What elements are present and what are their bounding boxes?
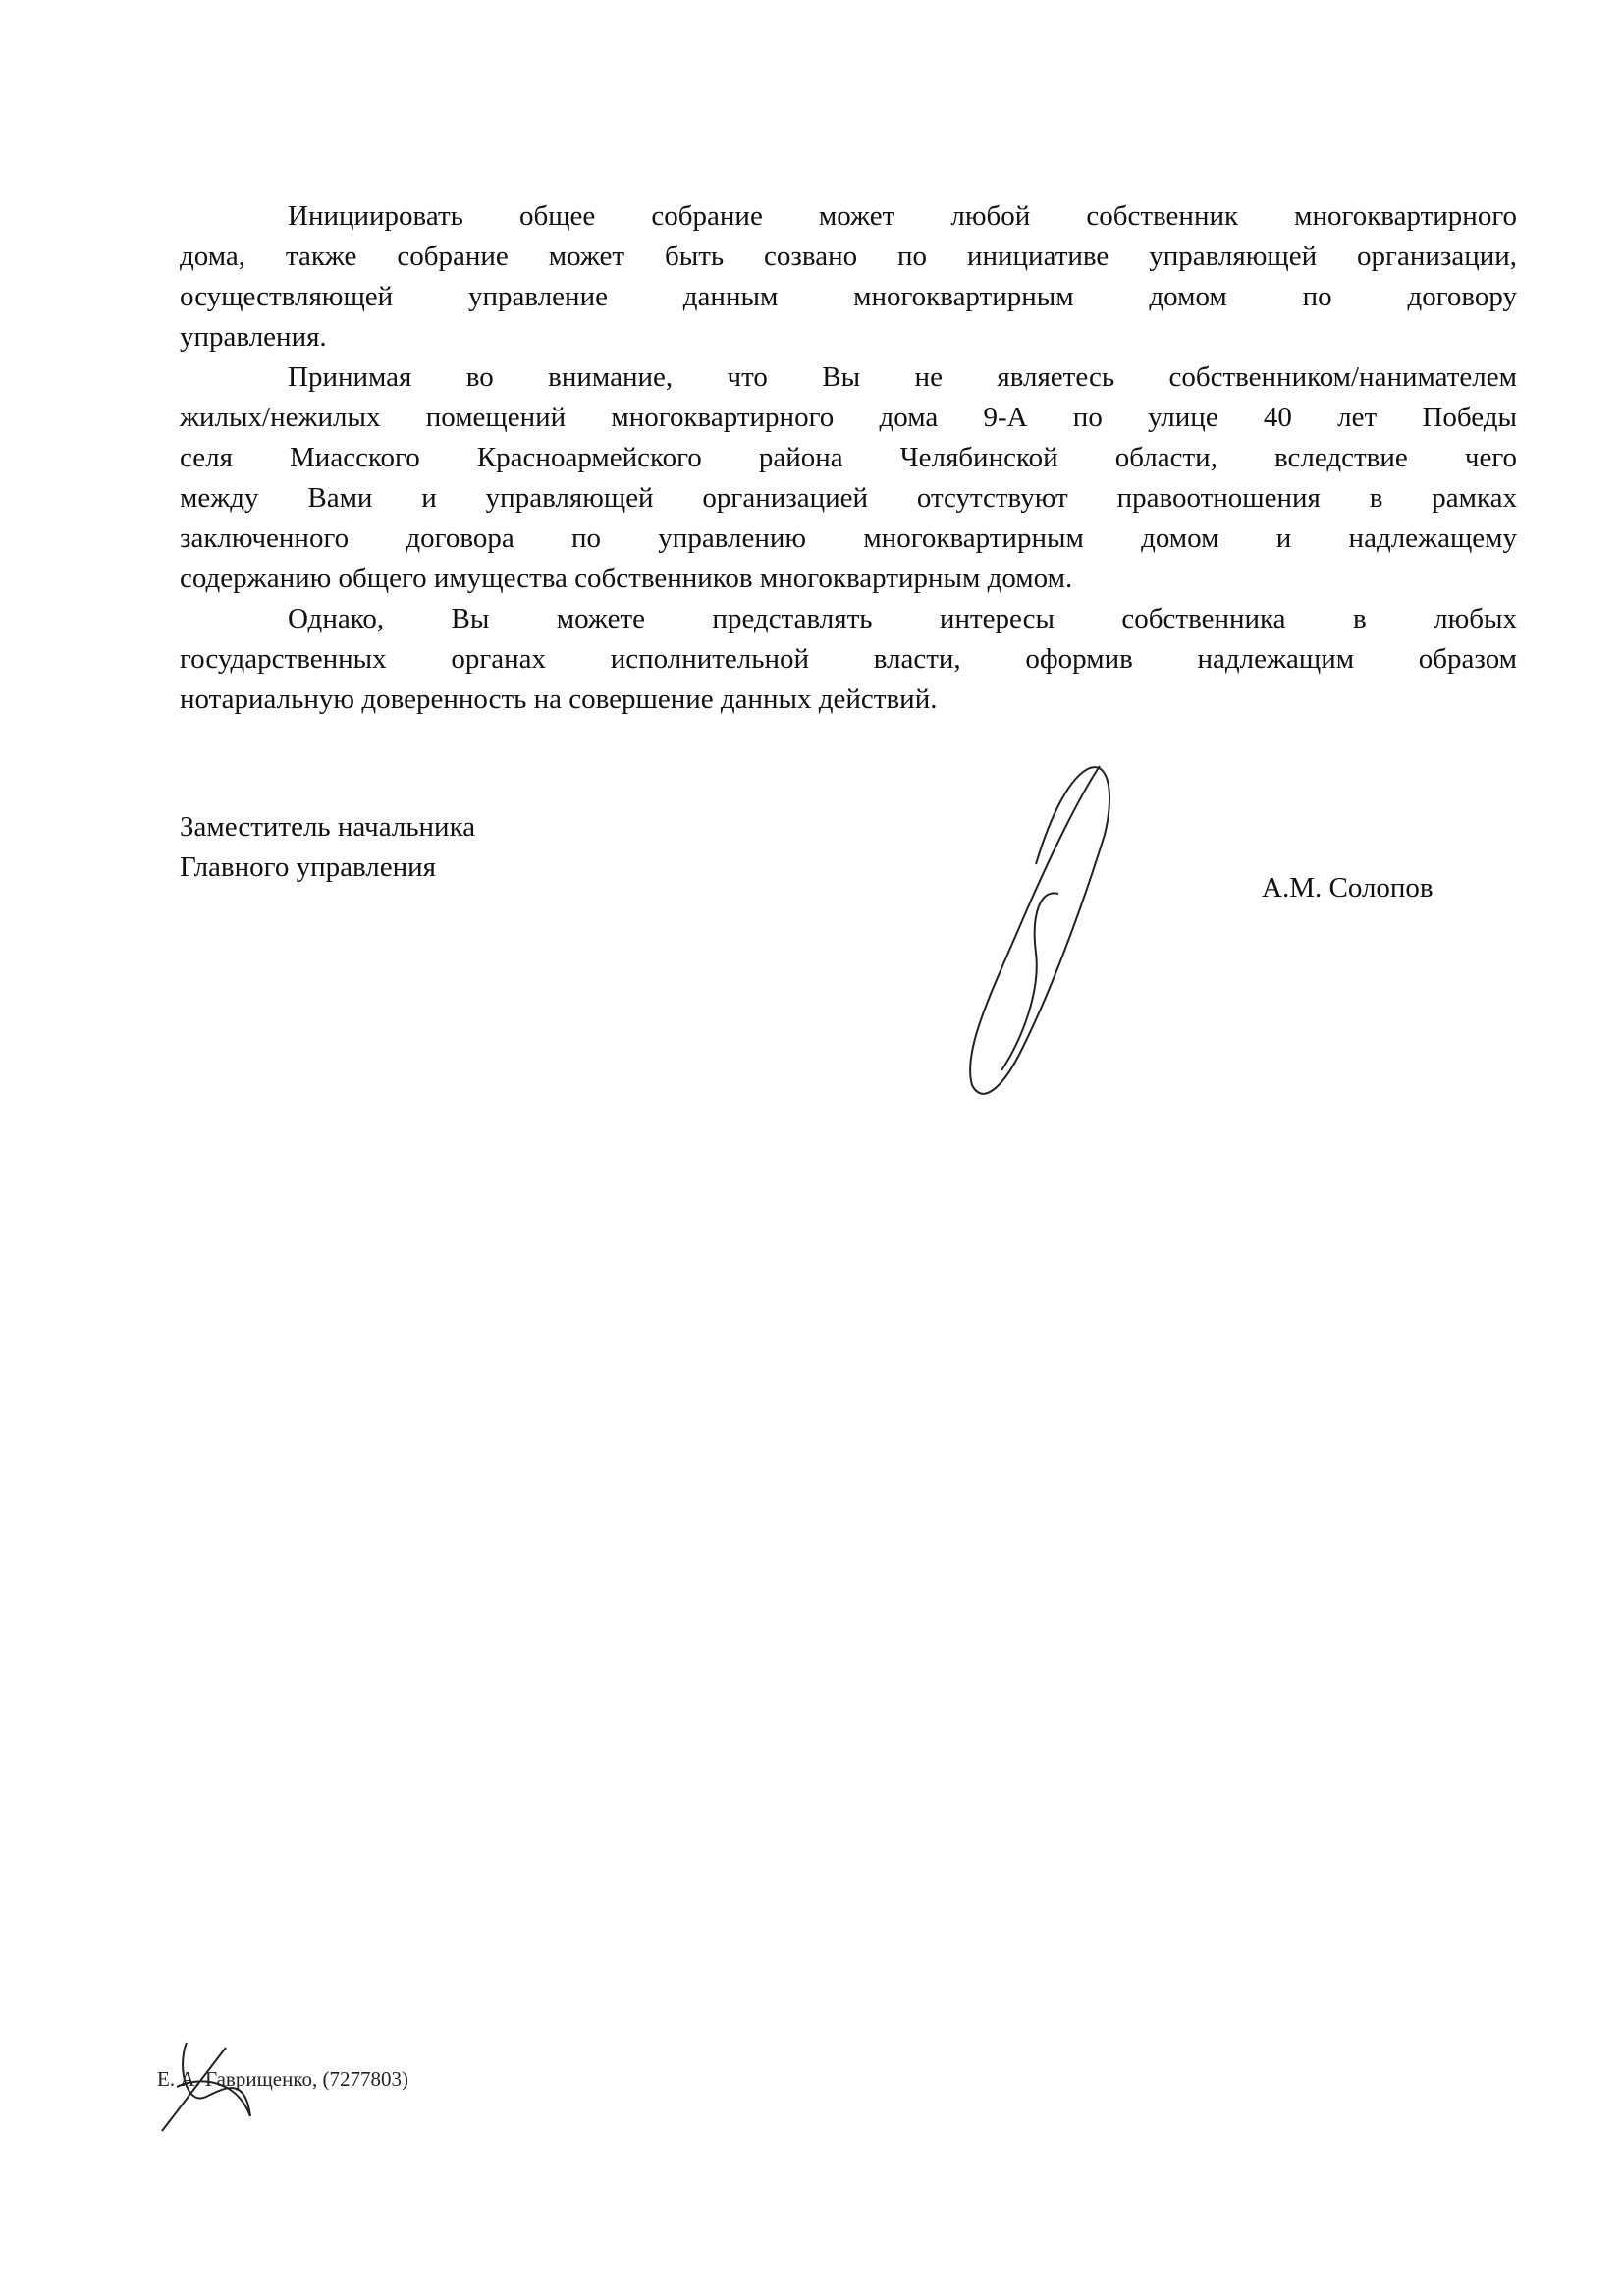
paragraph-2 [180,357,1517,599]
text-line: заключенного договора по управлению многоквартирным домом и надлежащему [180,522,1517,554]
text-line: Принимая во внимание, что Вы не являетесь собственником/нанимателем [288,361,1517,393]
text-line: государственных органах исполнительной власти, оформив надлежащим образом [180,643,1517,675]
signature-icon [943,756,1129,1105]
position-line: Заместитель начальника [180,811,476,843]
paragraph-1 [180,196,1517,357]
text-line: Однако, Вы можете представлять интересы собственника в любых [288,603,1517,634]
text-line: содержанию общего имущества собственников многоквартирным домом. [180,563,1073,594]
letter-body [180,196,1517,720]
paragraph-3 [180,599,1517,720]
signatory-position [180,807,475,888]
text-line: между Вами и управляющей организацией отсутствуют правоотношения в рамках [180,482,1517,514]
text-line: селя Миасского Красноармейского района Челябинской области, вследствие чего [180,442,1517,473]
signatory-name: А.М. Солопов [1262,872,1434,903]
initials-signature-icon [157,2038,255,2136]
text-line: жилых/нежилых помещений многоквартирного дома 9-А по улице 40 лет Победы [180,402,1517,433]
text-line: осуществляющей управление данным многоквартирным домом по договору [180,281,1517,312]
executor-footer: Е. А. Гаврищенко, (7277803) [157,2067,408,2091]
text-line: дома, также собрание может быть созвано по инициативе управляющей организации, [180,241,1517,272]
text-line: Инициировать общее собрание может любой собственник многоквартирного [288,200,1517,232]
text-line: управления. [180,321,327,353]
text-line: нотариальную доверенность на совершение данных действий. [180,683,938,715]
position-line: Главного управления [180,851,436,883]
